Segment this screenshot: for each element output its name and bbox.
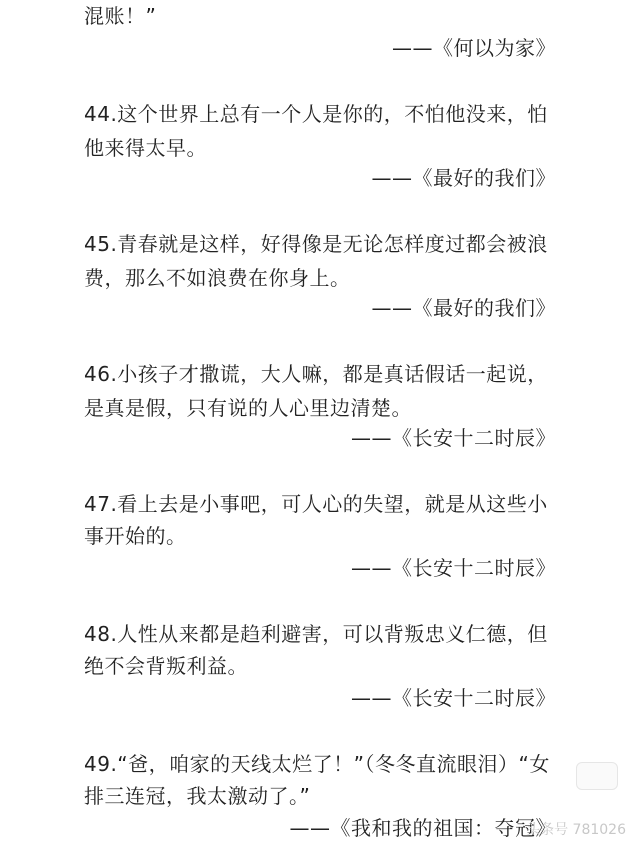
quote-line: 47.看上去是小事吧，可人心的失望，就是从这些小 xyxy=(84,492,548,516)
watermark-logo-icon xyxy=(576,762,618,790)
quote-line: 费，那么不如浪费在你身上。 xyxy=(84,266,351,290)
quote-line: 是真是假，只有说的人心里边清楚。 xyxy=(84,396,412,420)
quote-source: ——《最好的我们》 xyxy=(371,296,556,320)
quote-line: 混账！” xyxy=(84,4,157,28)
quote-line: 48.人性从来都是趋利避害，可以背叛忠义仁德，但 xyxy=(84,622,548,646)
quote-source: ——《长安十二时辰》 xyxy=(351,426,556,450)
quote-line: 46.小孩子才撒谎，大人嘛，都是真话假话一起说， xyxy=(84,362,548,386)
quote-source: ——《我和我的祖国：夺冠》 xyxy=(289,816,556,840)
watermark-text: 头条号 781026 xyxy=(526,822,626,838)
quote-source: ——《最好的我们》 xyxy=(371,166,556,190)
quote-line: 排三连冠，我太激动了。” xyxy=(84,784,311,808)
quote-source: ——《长安十二时辰》 xyxy=(351,556,556,580)
quote-line: 事开始的。 xyxy=(84,524,187,548)
quote-line: 他来得太早。 xyxy=(84,136,207,160)
quote-line: 绝不会背叛利益。 xyxy=(84,654,248,678)
quote-line: 49.“爸，咱家的天线太烂了！”（冬冬直流眼泪）“女 xyxy=(84,752,550,776)
quote-line: 44.这个世界上总有一个人是你的，不怕他没来，怕 xyxy=(84,102,548,126)
quote-line: 45.青春就是这样，好得像是无论怎样度过都会被浪 xyxy=(84,232,548,256)
quote-source: ——《长安十二时辰》 xyxy=(351,686,556,710)
quote-source: ——《何以为家》 xyxy=(392,36,556,60)
